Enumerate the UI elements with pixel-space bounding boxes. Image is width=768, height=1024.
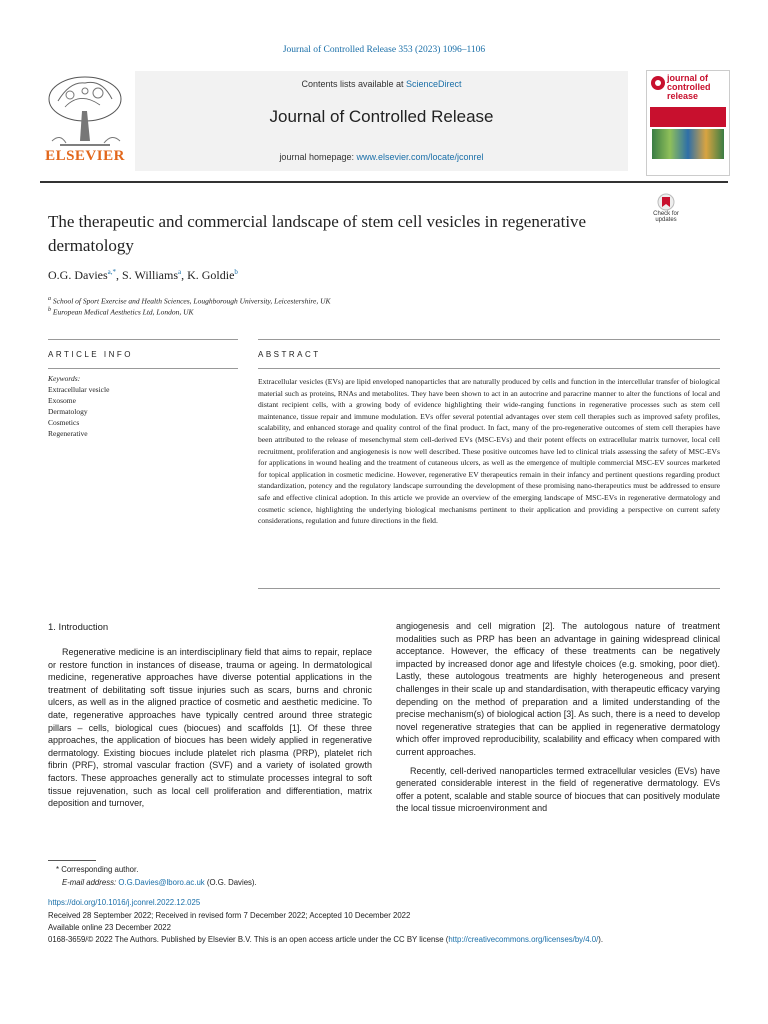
check-updates-label: Check for updates	[653, 211, 679, 223]
affiliation: $^a$ School of Sport Exercise and Health Sciences, Loughborough University, Leicestershire, UK	[48, 296, 331, 306]
abstract-text: Extracellular vesicles (EVs) are lipid enveloped nanoparticles that are naturally produced by cells and function in the intercellular transfer of biological material such as proteins, RNAs and metabolites. They have been shown to act in an autocrine and paracrine manner to alter the functions of local and distant recipient cells, with a growing body of evidence highlighting their wide-ranging functions in regenerative processes such as stem cell maintenance, tissue repair and immune modulation. EVs offer several potential advantages over stem cell therapies such as improved safety profiles, scalability, and enhanced storage and quality control of the final product. In fact, many of the pro-regenerative outcomes of stem cell therapies have been attributed to the release of mesenchymal stem cell-derived EVs (MSC-EVs) and their potent effects on extracellular matrix turnover, local cell recruitment, proliferation and angiogenesis is now well described. These positive outcomes have led to clinical trials assessing the safety of MSC-EVs for applications in wound healing and the treatment of cutaneous ulcers, as well as the emergence of multiple commercial MSC-EV sources marketed for topical application in cosmetic medicine. However, regenerative EV therapeutics remain in their infancy and pertinent questions regarding product standardization, potency and the regulatory landscape surrounding the development of these promising nano-therapeutics must be addressed to ensure safe and effective clinical adoption. In this article we provide an overview of the emerging landscape of MSC-EVs in regenerative dermatology and cosmetic science, highlighting the underlying biological mechanisms pertinent to their application and providing a perspective on current safety considerations, regulation and future directions in the field.	[258, 377, 720, 526]
corresponding-author-note: * Corresponding author.	[56, 865, 139, 874]
article-info-heading: ARTICLE INFO	[48, 350, 133, 359]
journal-title: Journal of Controlled Release	[269, 107, 494, 126]
keywords-label: Keywords:	[48, 374, 81, 383]
divider	[258, 339, 720, 340]
footnote-rule	[48, 860, 96, 861]
elsevier-logo	[40, 71, 130, 171]
available-online: Available online 23 December 2022	[48, 923, 171, 932]
body-paragraph: angiogenesis and cell migration [2]. The autologous nature of treatment modalities such as PRP has been an advantage in gaining widespread clinical acceptance. However, the efficacy of these treatments can be negatively impacted by increased donor age and lifestyle choices (e.g. smoking, poor diet). Lastly, these autologous treatments are highly heterogeneous and present challenges in their scale up and standardisation, with therapeutic efficacy varying depending on the method of preparation and a limited understanding of the precise mechanism(s) of biological action [3]. As such, there is a need to develop novel regenerative strategies that can be applied in regenerative dermatology which offer improved reproducibility, scalability and efficacy when compared with current approaches.	[396, 621, 720, 757]
keyword: Regenerative	[48, 429, 88, 438]
keyword: Exosome	[48, 396, 76, 405]
author-name[interactable]: K. Goldie	[187, 268, 235, 282]
license-statement: 0168-3659/© 2022 The Authors. Published by Elsevier B.V. This is an open access article under the CC BY license (http://creativecommons.org/licenses/by/4.0/).	[48, 935, 604, 944]
email-link[interactable]: O.G.Davies@lboro.ac.uk	[118, 878, 205, 887]
tree-icon	[40, 71, 130, 149]
body-paragraph: Regenerative medicine is an interdisciplinary field that aims to repair, replace or restore function in instances of disease, trauma or ageing. In dermatological medicine, regenerative approaches have diverse potential applications in the treatment of debilitating soft tissue injuries such as scars, burns and chronic ulcers, as well as in the aligned practice of cosmetic and aesthetic medicine. To date, regenerative approaches have typically centred around three strategic pillars – cells, biological cues (biocues) and scaffolds [1]. Of these three approaches, the application of biocues has been widely applied in regenerative dermatology. Existing biocues include platelet rich plasma (PRP), platelet rich fibrin (PRF), stromal vascular fraction (SVF) and a variety of isolated growth factors. These approaches generally act to stimulate processes integral to soft tissue rejuvenation, such as local cell proliferation and differentiation, matrix deposition and turnover,	[48, 647, 372, 809]
divider	[48, 368, 238, 369]
journal-cover-image	[646, 70, 730, 176]
author-name[interactable]: O.G. Davies	[48, 268, 108, 282]
abstract-heading: ABSTRACT	[258, 350, 321, 359]
publisher-name: ELSEVIER	[45, 148, 125, 164]
received-dates: Received 28 September 2022; Received in revised form 7 December 2022; Accepted 10 December 2022	[48, 911, 411, 920]
author-name[interactable]: S. Williams	[122, 268, 178, 282]
cover-band	[650, 107, 726, 127]
keyword: Dermatology	[48, 407, 88, 416]
sciencedirect-link[interactable]: ScienceDirect	[406, 79, 462, 89]
check-for-updates-button[interactable]	[646, 193, 686, 233]
contents-available: Contents lists available at ScienceDirect	[301, 79, 462, 89]
body-column-right	[396, 620, 720, 821]
divider	[258, 368, 720, 369]
cover-title: journal of controlled release	[667, 73, 711, 101]
keyword: Cosmetics	[48, 418, 80, 427]
article-title: The therapeutic and commercial landscape of stem cell vesicles in regenerative dermatology	[48, 212, 587, 255]
journal-logo-icon	[650, 75, 666, 91]
section-heading-introduction: 1. Introduction	[48, 622, 109, 633]
homepage-link[interactable]: www.elsevier.com/locate/jconrel	[356, 152, 484, 162]
doi-link[interactable]: https://doi.org/10.1016/j.jconrel.2022.12.025	[48, 898, 201, 907]
body-paragraph: Recently, cell-derived nanoparticles termed extracellular vesicles (EVs) have generated considerable interest in the field of regenerative dermatology. EVs offer a potent, scalable and stable source of biocues that can positively modulate the local tissue microenvironment and	[396, 765, 720, 814]
cover-artwork	[652, 129, 724, 159]
divider	[258, 588, 720, 589]
header-rule	[40, 181, 728, 183]
divider	[48, 339, 238, 340]
bookmark-icon	[646, 193, 686, 211]
keyword: Extracellular vesicle	[48, 385, 110, 394]
license-link[interactable]: http://creativecommons.org/licenses/by/4.0/	[448, 935, 599, 944]
affiliation: $^b$ European Medical Aesthetics Ltd, London, UK	[48, 307, 194, 317]
journal-citation-line[interactable]: Journal of Controlled Release 353 (2023) 1096–1106	[282, 45, 486, 55]
author-list: O.G. Davies$^{a,*}$, S. Williams$^a$, K. Goldie$^b$	[48, 268, 238, 282]
email-address: E-mail address: O.G.Davies@lboro.ac.uk (O.G. Davies).	[62, 878, 257, 887]
journal-homepage: journal homepage: www.elsevier.com/locate/jconrel	[279, 152, 484, 162]
